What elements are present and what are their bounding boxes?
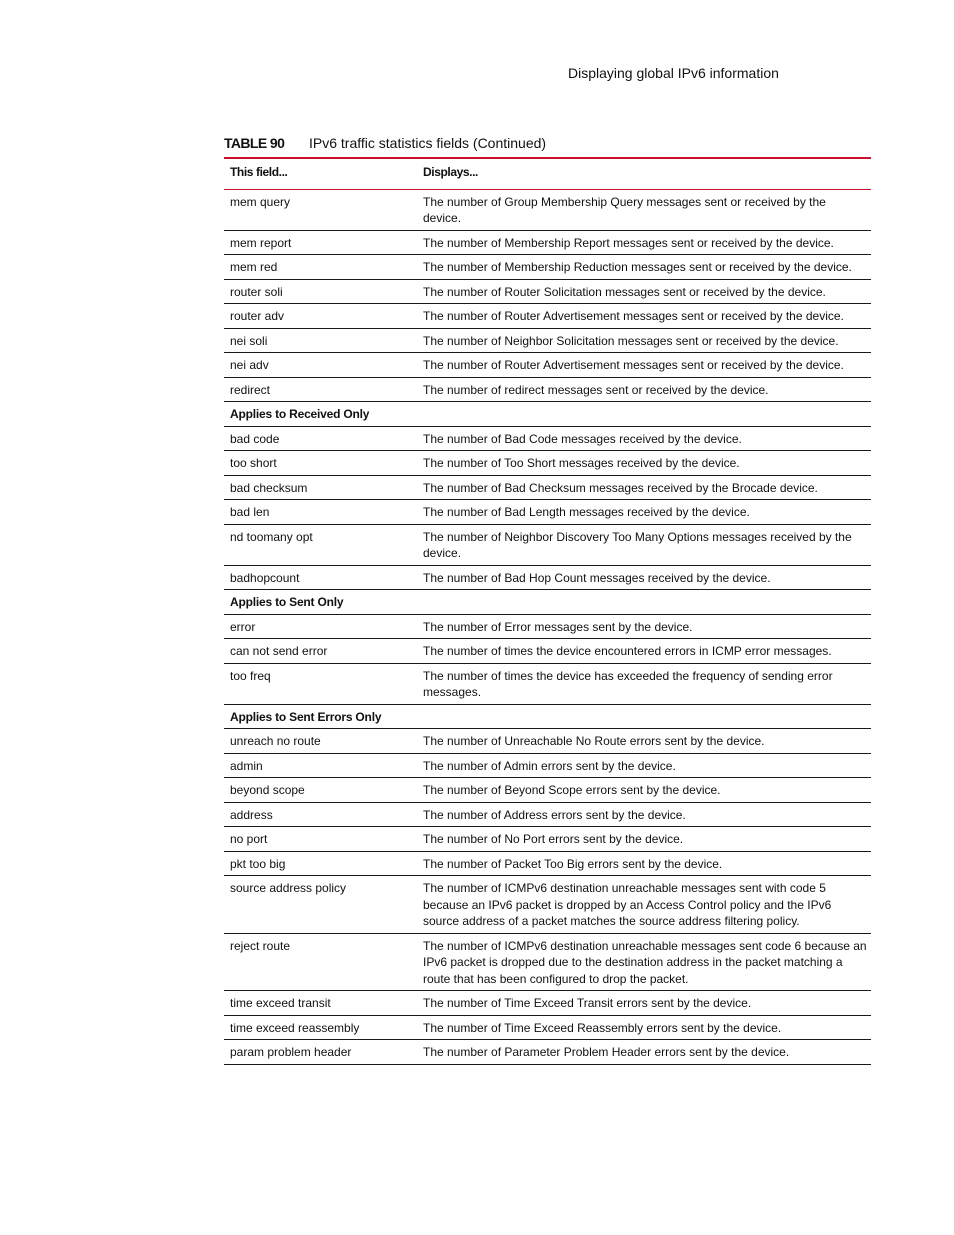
table-row [224, 615, 871, 640]
table-row [224, 500, 871, 525]
field-description-cell: The number of Unreachable No Route errors sent by the device. [423, 734, 765, 748]
field-name-cell: badhopcount [230, 570, 300, 585]
table-label: TABLE 90 [224, 135, 285, 151]
field-name-cell: no port [230, 832, 268, 846]
field-name-cell: bad code [230, 431, 280, 446]
field-name-cell: too short [230, 456, 277, 470]
field-description-cell: The number of Membership Report messages sent or received by the device. [423, 235, 834, 250]
field-name-cell: router adv [230, 309, 285, 323]
section-label: Applies to Sent Only [230, 595, 344, 609]
field-description-cell: The number of times the device has exceeded the frequency of sending error messages. [423, 668, 833, 699]
field-name-cell: time exceed transit [230, 996, 331, 1010]
column-header-displays: Displays... [423, 165, 478, 179]
field-description-cell: The number of redirect messages sent or received by the device. [423, 382, 769, 397]
field-name-cell: beyond scope [230, 783, 305, 797]
field-description-cell: The number of times the device encountered errors in ICMP error messages. [423, 644, 832, 658]
field-description-cell: The number of Group Membership Query messages sent or received by the device. [423, 194, 826, 225]
table-row [224, 525, 871, 566]
table-row [224, 231, 871, 256]
table-body [224, 190, 871, 1065]
field-description-cell: The number of Too Short messages received by the device. [423, 456, 740, 470]
table-row [224, 566, 871, 591]
table-row [224, 1016, 871, 1041]
field-description-cell: The number of Neighbor Solicitation messages sent or received by the device. [423, 333, 839, 348]
section-label: Applies to Received Only [230, 407, 370, 421]
field-name-cell: admin [230, 758, 263, 773]
table-row [224, 427, 871, 452]
table-row [224, 778, 871, 803]
field-description-cell: The number of Time Exceed Reassembly errors sent by the device. [423, 1020, 782, 1035]
table-row [224, 639, 871, 664]
field-description-cell: The number of Router Advertisement messages sent or received by the device. [423, 358, 844, 372]
field-description-cell: The number of Router Advertisement messages sent or received by the device. [423, 309, 844, 323]
field-description-cell: The number of Bad Code messages received by the device. [423, 431, 742, 446]
field-name-cell: redirect [230, 382, 271, 397]
column-header-field: This field... [230, 165, 288, 179]
field-description-cell: The number of Time Exceed Transit errors sent by the device. [423, 996, 752, 1010]
field-description-cell: The number of Error messages sent by the device. [423, 619, 693, 634]
ipv6-traffic-statistics-table [224, 157, 871, 1065]
table-row [224, 353, 871, 378]
field-name-cell: address [230, 807, 273, 822]
table-row [224, 255, 871, 280]
field-name-cell: router soli [230, 284, 283, 299]
field-description-cell: The number of Membership Reduction messages sent or received by the device. [423, 260, 852, 274]
table-row [224, 190, 871, 231]
table-caption [224, 135, 546, 151]
field-description-cell: The number of Address errors sent by the device. [423, 807, 686, 822]
field-name-cell: nei soli [230, 333, 268, 348]
table-row [224, 754, 871, 779]
field-description-cell: The number of Admin errors sent by the device. [423, 758, 676, 773]
table-row [224, 934, 871, 992]
field-name-cell: error [230, 619, 256, 634]
field-name-cell: mem query [230, 194, 291, 209]
field-description-cell: The number of Router Solicitation messages sent or received by the device. [423, 284, 826, 299]
field-description-cell: The number of Parameter Problem Header errors sent by the device. [423, 1045, 790, 1059]
field-description-cell: The number of ICMPv6 destination unreachable messages sent with code 5 because an IPv6 packet is dropped by an Access Control policy and the IPv6 source address of a packet matches the source address filtering policy. [423, 881, 832, 928]
field-name-cell: can not send error [230, 644, 328, 658]
field-description-cell: The number of Beyond Scope errors sent by the device. [423, 783, 721, 797]
field-name-cell: mem report [230, 235, 292, 250]
section-label: Applies to Sent Errors Only [230, 709, 382, 724]
table-row [224, 451, 871, 476]
field-description-cell: The number of ICMPv6 destination unreachable messages sent code 6 because an IPv6 packet is dropped due to the destination address in the packet matching a route that has been configured to drop the packet. [423, 938, 867, 986]
table-row [224, 729, 871, 754]
table-row [224, 280, 871, 305]
table-header-row [224, 159, 871, 190]
running-header: Displaying global IPv6 information [568, 65, 779, 81]
table-row [224, 304, 871, 329]
field-name-cell: nd toomany opt [230, 529, 313, 544]
field-description-cell: The number of Bad Length messages received by the device. [423, 505, 750, 519]
field-description-cell: The number of No Port errors sent by the device. [423, 832, 684, 846]
field-description-cell: The number of Packet Too Big errors sent by the device. [423, 856, 723, 871]
field-description-cell: The number of Bad Hop Count messages received by the device. [423, 570, 771, 585]
field-name-cell: too freq [230, 668, 271, 683]
table-row [224, 476, 871, 501]
table-title: IPv6 traffic statistics fields (Continued) [309, 135, 547, 151]
section-row [224, 402, 871, 427]
table-row [224, 852, 871, 877]
table-row [224, 827, 871, 852]
section-row [224, 590, 871, 615]
table-row [224, 803, 871, 828]
field-name-cell: param problem header [230, 1045, 352, 1059]
table-row [224, 876, 871, 934]
section-row [224, 705, 871, 730]
field-name-cell: time exceed reassembly [230, 1020, 360, 1035]
field-name-cell: nei adv [230, 358, 269, 372]
table-row [224, 1040, 871, 1065]
table-row [224, 664, 871, 705]
field-name-cell: source address policy [230, 881, 347, 895]
field-description-cell: The number of Neighbor Discovery Too Many Options messages received by the device. [423, 529, 852, 560]
table-row [224, 329, 871, 354]
table-row [224, 991, 871, 1016]
field-name-cell: mem red [230, 260, 278, 274]
field-name-cell: reject route [230, 938, 291, 953]
field-description-cell: The number of Bad Checksum messages received by the Brocade device. [423, 480, 818, 495]
table-row [224, 378, 871, 403]
field-name-cell: pkt too big [230, 856, 286, 871]
field-name-cell: unreach no route [230, 734, 321, 748]
field-name-cell: bad checksum [230, 480, 308, 495]
field-name-cell: bad len [230, 505, 270, 519]
